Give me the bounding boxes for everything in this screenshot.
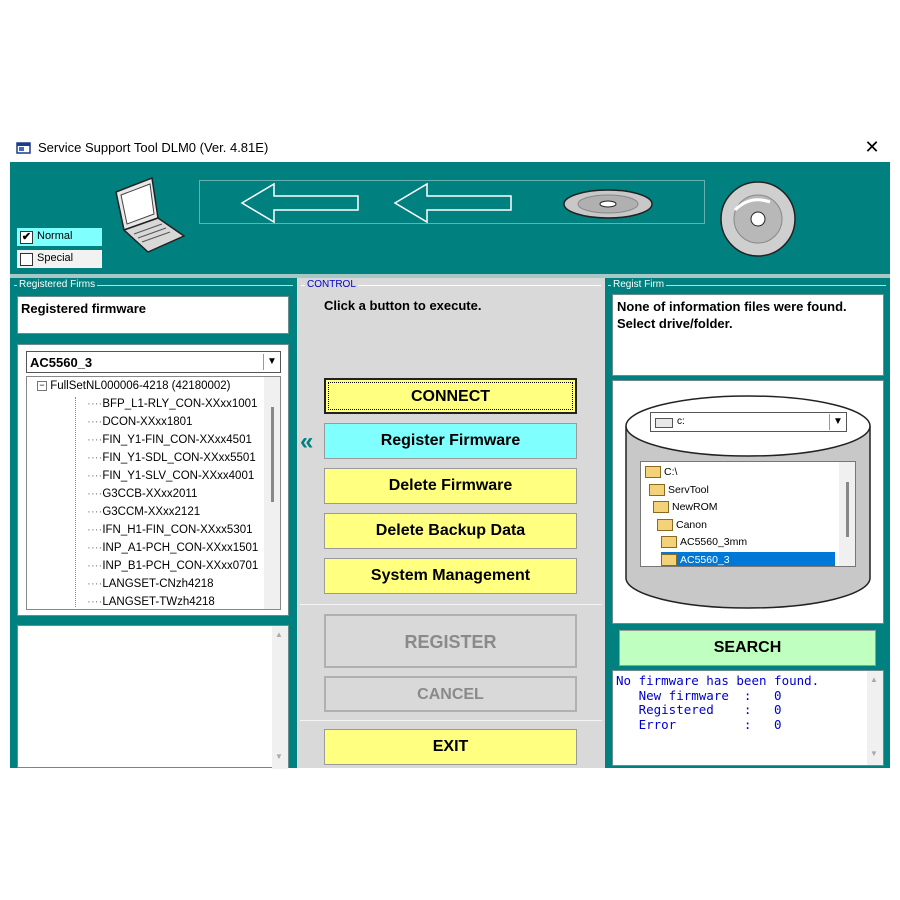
regist-message-line2: Select drive/folder. [617,316,733,331]
regist-message-line1: None of information files were found. [617,299,847,314]
checkmark-icon: ✔ [21,231,32,243]
folder-icon [661,536,677,548]
folder-label: C:\ [664,466,678,478]
tree-connector: ···· [87,524,103,536]
folder-item[interactable] [649,482,835,498]
regist-firm-group-label: Regist Firm [613,279,665,290]
folder-label: Canon [676,518,707,531]
scroll-down-icon[interactable]: ▼ [870,749,878,758]
register-firmware-button[interactable]: Register Firmware [324,423,577,459]
registered-firmware-header: Registered firmware [21,301,146,316]
tree-item[interactable] [87,470,254,482]
control-divider [300,720,602,721]
result-line: New firmware : 0 [616,687,782,703]
arrow-left-icon [240,182,360,224]
folder-item[interactable] [645,464,835,480]
scroll-up-icon[interactable]: ▲ [870,675,878,684]
tree-item-label: INP_B1-PCH_CON-XXxx0701 [102,560,259,572]
scrollbar-thumb[interactable] [271,407,274,502]
system-management-button[interactable]: System Management [324,558,577,594]
folder-label: NewROM [672,501,718,513]
tree-connector: ···· [87,560,103,572]
tree-item[interactable] [87,506,200,518]
register-button[interactable]: REGISTER [324,614,577,668]
exit-button[interactable]: EXIT [324,729,577,765]
scroll-up-icon[interactable]: ▲ [275,630,283,639]
control-group-label: CONTROL [307,279,356,290]
drive-icon [655,418,673,428]
tree-item-label: LANGSET-CNzh4218 [102,578,214,590]
folder-label: AC5560_3mm [680,536,748,548]
chevron-down-icon[interactable]: ▼ [263,354,280,370]
tree-item[interactable] [87,452,256,464]
registered-firms-group-label: Registered Firms [19,279,96,290]
app-window-icon [16,141,32,155]
tree-connector: ···· [87,542,103,554]
tree-connector: ···· [87,596,103,608]
folder-scrollbar[interactable] [839,462,855,566]
arrow-left-icon [393,182,513,224]
tree-item-label: DCON-XXxx1801 [102,416,193,428]
special-mode-checkbox[interactable] [17,250,102,268]
folder-label: ServTool [668,483,709,496]
tree-item-label: FIN_Y1-FIN_CON-XXxx4501 [102,434,252,446]
folder-label: AC5560_3 [680,553,730,566]
tree-item[interactable] [87,578,214,590]
connect-button[interactable]: CONNECT [324,378,577,414]
tree-connector: ···· [87,434,103,446]
control-divider [300,604,602,605]
detail-scrollbar[interactable] [272,626,288,769]
tree-connector: ···· [87,452,103,464]
registered-firmware-header-box [17,296,289,334]
search-button[interactable]: SEARCH [619,630,876,666]
tree-scrollbar[interactable] [264,377,280,609]
window-title: Service Support Tool DLM0 (Ver. 4.81E) [38,140,269,155]
result-line: Registered : 0 [616,702,782,717]
tree-connector: ···· [87,416,103,428]
tree-item-label: G3CCB-XXxx2011 [102,488,198,500]
special-mode-label: Special [37,252,74,264]
tree-item-label: IFN_H1-FIN_CON-XXxx5301 [102,524,253,536]
close-button[interactable]: ✕ [864,137,880,157]
delete-firmware-button[interactable]: Delete Firmware [324,468,577,504]
tree-connector: ···· [87,398,103,410]
scrollbar-thumb[interactable] [846,482,849,537]
laptop-icon [108,174,188,254]
chevron-down-icon[interactable]: ▼ [829,414,846,430]
drive-dropdown[interactable] [650,412,847,432]
tree-item[interactable] [87,398,257,410]
normal-mode-label: Normal [37,230,73,242]
model-dropdown[interactable] [26,351,281,373]
checkbox-box [20,253,33,266]
tree-item[interactable] [87,524,253,536]
tree-item[interactable] [87,434,252,446]
regist-message-box [612,294,884,376]
tree-item-label: BFP_L1-RLY_CON-XXxx1001 [102,398,258,410]
delete-backup-data-button[interactable]: Delete Backup Data [324,513,577,549]
disc-icon [560,186,660,226]
collapse-icon[interactable]: − [37,381,47,391]
disc-icon [715,180,805,260]
tree-root-label: FullSetNL000006-4218 (42180002) [50,380,231,392]
tree-connector: ···· [87,488,103,500]
firmware-tree[interactable] [26,376,281,610]
model-dropdown-value: AC5560_3 [30,355,93,370]
result-line: No firmware has been found. [616,673,820,688]
folder-tree[interactable] [640,461,856,567]
tree-guide [75,397,77,607]
tree-connector: ···· [87,578,103,590]
folder-icon [649,484,665,496]
tree-connector: ···· [87,506,103,518]
folder-icon [657,519,673,531]
control-instruction: Click a button to execute. [324,298,482,313]
tree-connector: ···· [87,470,103,482]
tree-item[interactable] [87,416,192,428]
scroll-down-icon[interactable]: ▼ [275,752,283,761]
search-result-box [612,670,884,766]
tree-item-label: FIN_Y1-SLV_CON-XXxx4001 [102,470,255,482]
folder-item-selected[interactable] [661,552,835,568]
result-line: Error : 0 [616,716,782,732]
result-scrollbar[interactable] [867,671,883,765]
tree-item-label: FIN_Y1-SDL_CON-XXxx5501 [102,452,256,464]
tree-item-label: INP_A1-PCH_CON-XXxx1501 [102,542,259,554]
tree-item[interactable] [87,488,197,500]
folder-item[interactable] [653,499,835,515]
tree-item-label: LANGSET-TWzh4218 [102,596,215,608]
folder-icon [645,466,661,478]
tree-root[interactable] [37,380,231,392]
folder-icon [661,554,677,566]
folder-item[interactable] [657,517,835,533]
tree-item[interactable] [87,596,215,608]
tree-item[interactable] [87,560,258,572]
drive-value: c: [677,416,685,427]
tree-item-label: G3CCM-XXxx2121 [102,506,201,518]
folder-icon [653,501,669,513]
cancel-button[interactable]: CANCEL [324,676,577,712]
normal-mode-checkbox[interactable] [17,228,102,246]
folder-item[interactable] [661,534,835,550]
firmware-detail-box [17,625,289,768]
tree-item[interactable] [87,542,258,554]
active-arrow-icon: « [300,428,314,455]
